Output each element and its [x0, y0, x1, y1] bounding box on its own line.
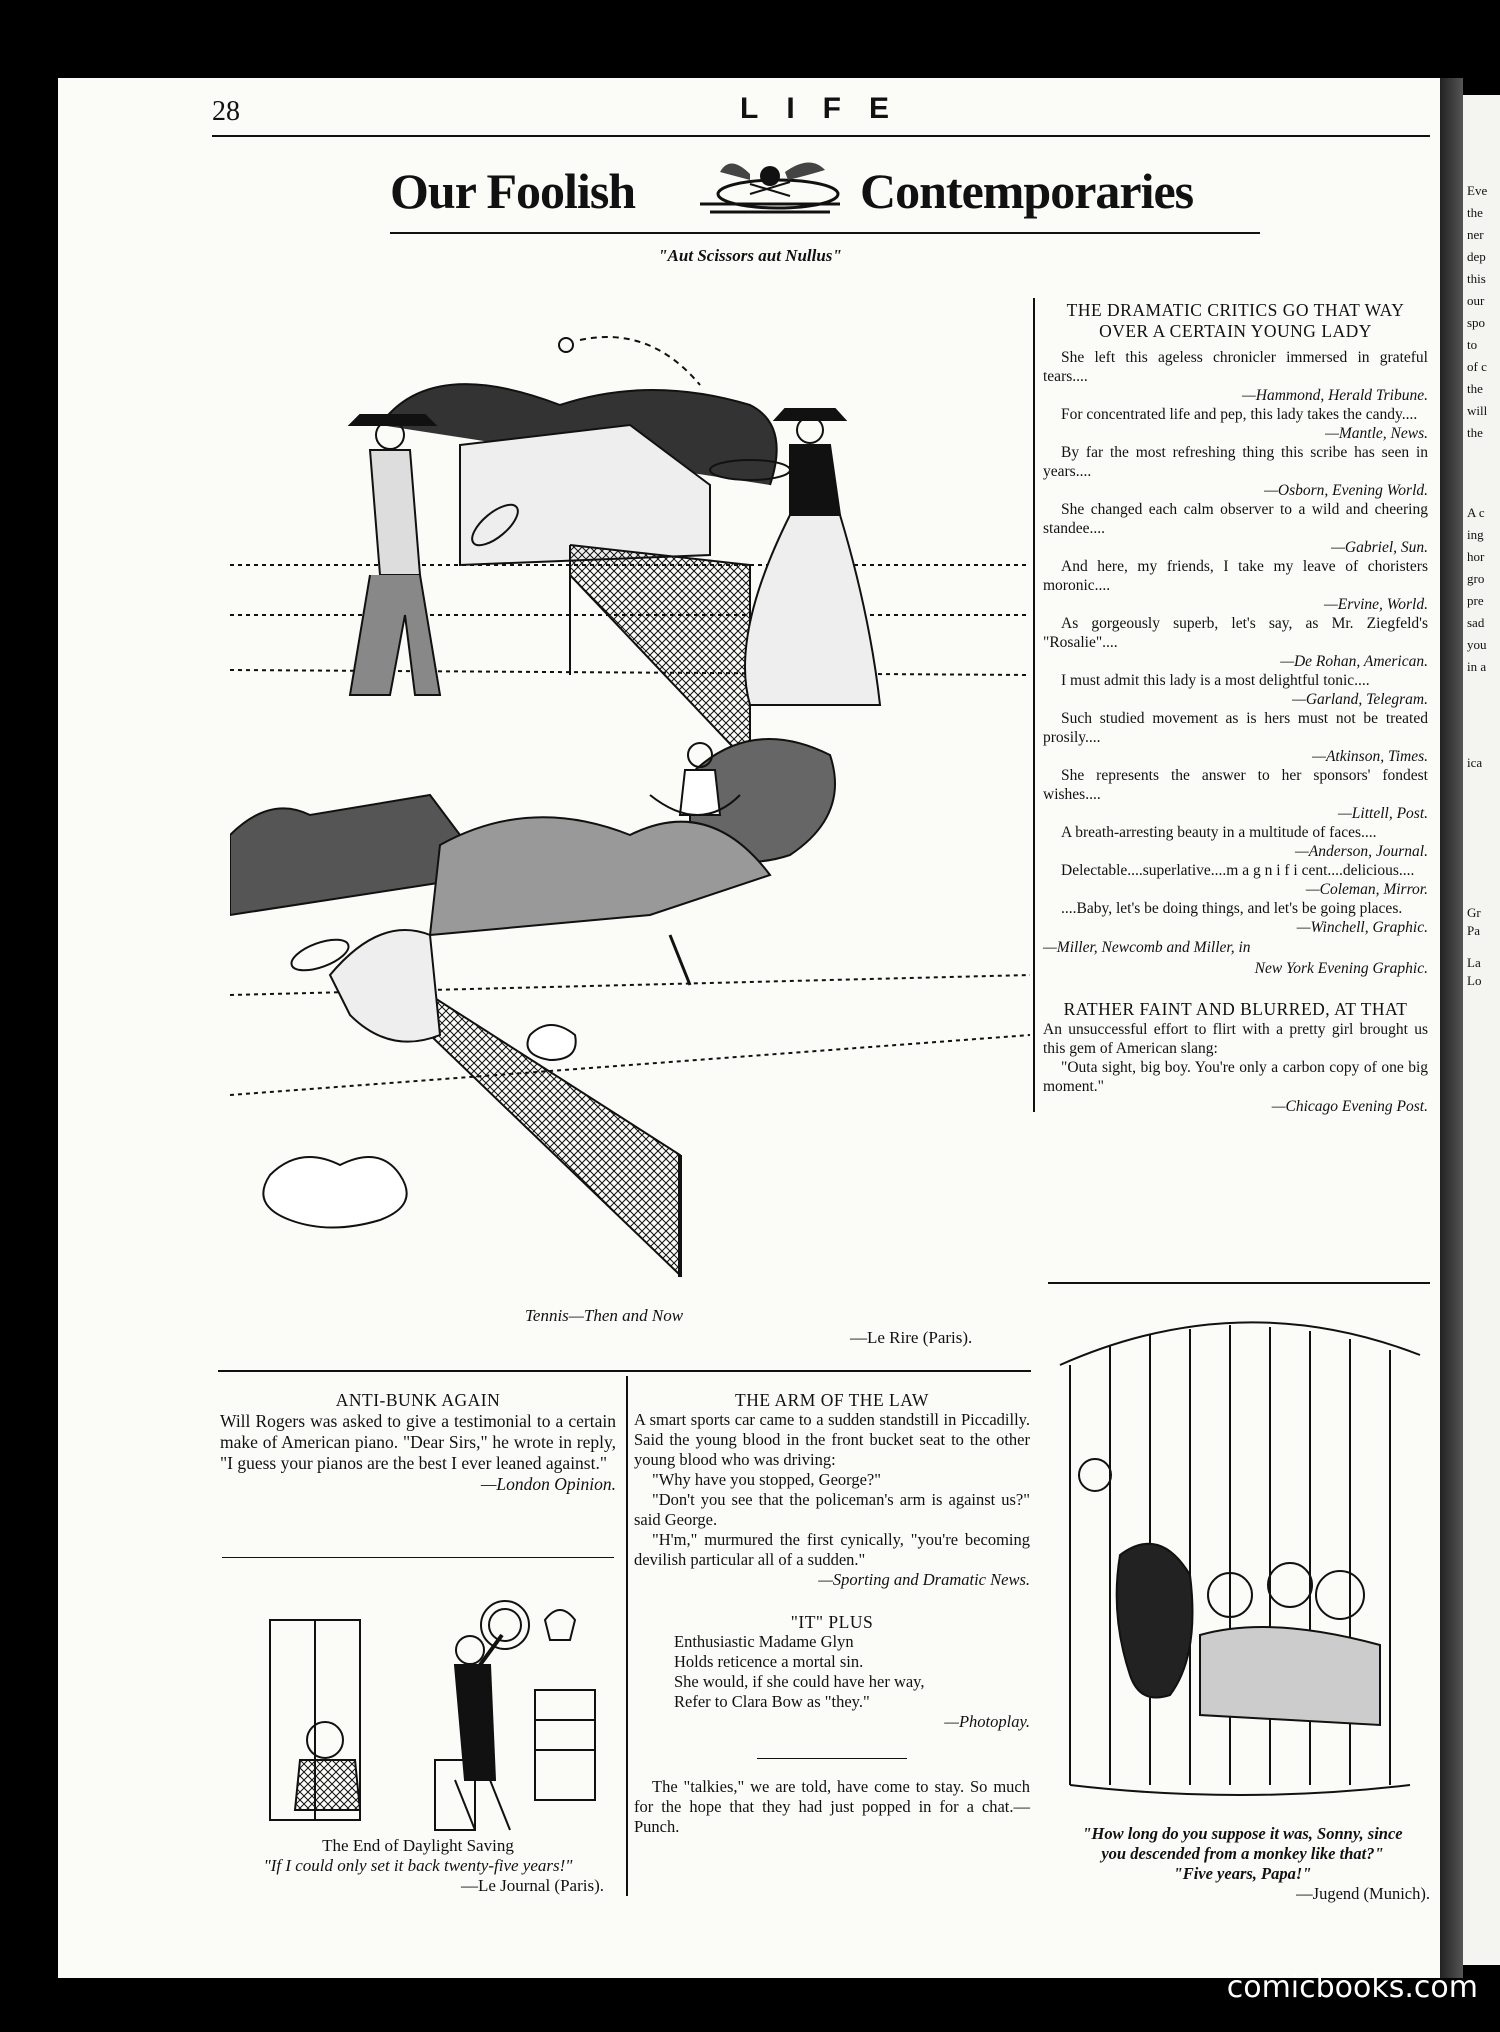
critic-quote: Such studied movement as is hers must not be treated prosily.... — [1043, 710, 1428, 746]
monkey-caption-line3: "Five years, Papa!" — [1173, 1864, 1312, 1883]
critic-quote: A breath-arresting beauty in a multitude of faces.... — [1061, 824, 1377, 841]
talkies-body: The "talkies," we are told, have come to stay. So much for the hope that they had just popped in for a chat.—Punch. — [634, 1777, 1030, 1836]
critic-source: —Coleman, Mirror. — [1305, 881, 1428, 898]
arm-p2: "Why have you stopped, George?" — [652, 1470, 881, 1489]
critic-quote: She left this ageless chronicler immersed in grateful tears.... — [1043, 349, 1428, 385]
book-gutter — [1440, 78, 1463, 1978]
critic-source: —Gabriel, Sun. — [1331, 539, 1428, 556]
critic-source: —Anderson, Journal. — [1294, 843, 1428, 860]
lower-column-rule — [626, 1376, 628, 1896]
title-left-word: Our Foolish — [390, 163, 636, 219]
poem-line: Holds reticence a mortal sin. — [674, 1652, 864, 1671]
clock-caption-title: The End of Daylight Saving — [322, 1836, 514, 1855]
motto: "Aut Scissors aut Nullus" — [658, 246, 842, 265]
watermark: comicbooks.com — [1226, 1970, 1478, 2005]
running-head: LIFE — [740, 92, 917, 125]
antibunk-article — [220, 1390, 616, 1495]
monkey-caption-line2: you descended from a monkey like that?" — [1101, 1844, 1384, 1863]
right-column-rule — [1048, 1282, 1430, 1284]
critic-source: —Littell, Post. — [1338, 805, 1428, 822]
facing-page-edge: Eve the ner dep this our spo to of c the will the A c ing hor gro pre sad you in a ica Gr Pa La Lo — [1463, 95, 1500, 1965]
critic-source: —Atkinson, Times. — [1312, 748, 1428, 765]
critic-quote: Delectable....superlative....m a g n i f i cent....delicious.... — [1061, 862, 1415, 879]
lower-section-rule — [218, 1370, 1031, 1372]
page-number: 28 — [212, 96, 240, 127]
antibunk-source: —London Opinion. — [480, 1474, 616, 1494]
critic-source: —Winchell, Graphic. — [1296, 919, 1428, 936]
poem-line: Refer to Clara Bow as "they." — [674, 1692, 870, 1711]
faint-heading: RATHER FAINT AND BLURRED, AT THAT — [1063, 999, 1408, 1019]
arm-p4: "H'm," murmured the first cynically, "you're becoming devilish particular all of a sudden." — [634, 1530, 1030, 1569]
critic-quote: She represents the answer to her sponsors' fondest wishes.... — [1043, 767, 1428, 803]
column-rule-upper — [1033, 298, 1035, 1112]
arm-p3: "Don't you see that the policeman's arm is against us?" said George. — [634, 1490, 1030, 1529]
critic-source: —De Rohan, American. — [1280, 653, 1428, 670]
arm-source: —Sporting and Dramatic News. — [818, 1570, 1030, 1589]
critics-attribution-line2: New York Evening Graphic. — [1254, 960, 1428, 977]
tennis-caption: Tennis—Then and Now — [525, 1306, 684, 1325]
critics-article — [1043, 300, 1428, 1117]
antibunk-heading: ANTI-BUNK AGAIN — [335, 1390, 501, 1410]
arm-heading: THE ARM OF THE LAW — [735, 1390, 929, 1410]
critic-source: —Ervine, World. — [1323, 596, 1428, 613]
critics-heading-line2: OVER A CERTAIN YOUNG LADY — [1099, 321, 1372, 341]
monkey-caption — [1055, 1824, 1430, 1904]
critic-quote: ....Baby, let's be doing things, and let's be going places. — [1061, 900, 1403, 917]
clock-caption-quote: "If I could only set it back twenty-five years!" — [263, 1856, 573, 1875]
faint-body1: An unsuccessful effort to flirt with a pretty girl brought us this gem of American slang: — [1043, 1021, 1428, 1057]
antibunk-rule — [222, 1557, 614, 1558]
section-title — [390, 162, 1270, 224]
monkey-credit: —Jugend (Munich). — [1296, 1884, 1430, 1903]
title-right-word: Contemporaries — [860, 163, 1194, 219]
clock-cartoon — [240, 1580, 610, 1835]
itplus-rule — [757, 1758, 907, 1759]
title-rule — [390, 232, 1260, 234]
critic-source: —Osborn, Evening World. — [1264, 482, 1428, 499]
clock-caption — [220, 1836, 616, 1896]
critic-quote: By far the most refreshing thing this scribe has seen in years.... — [1043, 444, 1428, 480]
tennis-credit: —Le Rire (Paris). — [850, 1328, 973, 1347]
faint-body2: "Outa sight, big boy. You're only a carbon copy of one big moment." — [1043, 1059, 1428, 1095]
antibunk-body: Will Rogers was asked to give a testimonial to a certain make of American piano. "Dear Sirs," he wrote in reply, "I guess your pianos are the best I ever leaned against." — [220, 1411, 616, 1473]
critic-quote: I must admit this lady is a most delightful tonic.... — [1061, 672, 1370, 689]
faint-source: —Chicago Evening Post. — [1271, 1098, 1428, 1115]
itplus-heading: "IT" PLUS — [790, 1612, 874, 1632]
critic-quote: As gorgeously superb, let's say, as Mr. Ziegfeld's "Rosalie".... — [1043, 615, 1428, 651]
monkey-cage-cartoon — [1050, 1295, 1430, 1815]
poem-line: Enthusiastic Madame Glyn — [674, 1632, 854, 1651]
itplus-source: —Photoplay. — [944, 1712, 1030, 1731]
clock-credit: —Le Journal (Paris). — [460, 1876, 604, 1895]
critics-heading-line1: THE DRAMATIC CRITICS GO THAT WAY — [1066, 300, 1405, 320]
critic-quote: For concentrated life and pep, this lady takes the candy.... — [1061, 406, 1418, 423]
header-rule — [212, 135, 1430, 137]
critic-source: —Mantle, News. — [1325, 425, 1428, 442]
critic-source: —Hammond, Herald Tribune. — [1241, 387, 1428, 404]
critics-attribution-line1: —Miller, Newcomb and Miller, in — [1043, 939, 1251, 956]
arm-article — [634, 1390, 1030, 1837]
critic-source: —Garland, Telegram. — [1292, 691, 1428, 708]
critic-quote: And here, my friends, I take my leave of choristers moronic.... — [1043, 558, 1428, 594]
cherub-scissors-icon — [690, 154, 855, 226]
poem-line: She would, if she could have her way, — [674, 1672, 925, 1691]
monkey-caption-line1: "How long do you suppose it was, Sonny, since — [1082, 1824, 1403, 1843]
tennis-cartoon — [230, 315, 1030, 1315]
critic-quote: She changed each calm observer to a wild and cheering standee.... — [1043, 501, 1428, 537]
arm-p1: A smart sports car came to a sudden standstill in Piccadilly. Said the young blood in the front bucket seat to the other young blood who was driving: — [634, 1410, 1030, 1469]
